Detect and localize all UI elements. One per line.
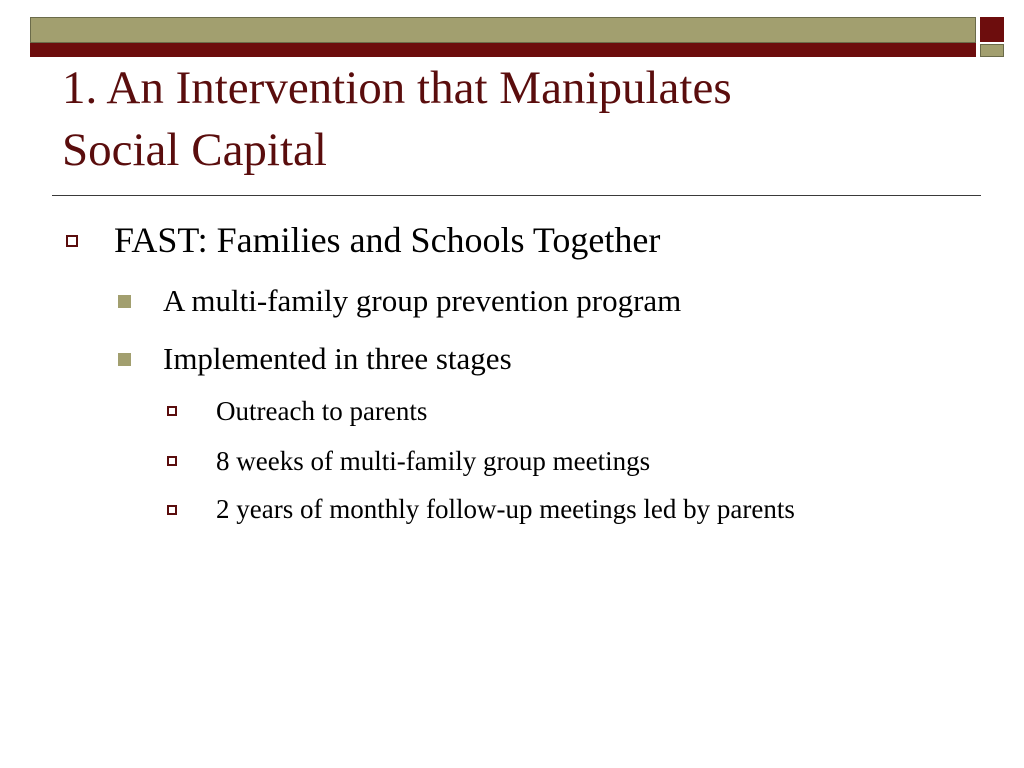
header-maroon-bar [30,43,976,57]
hollow-square-bullet-icon [167,456,177,466]
filled-square-bullet-icon [118,353,131,366]
hollow-square-bullet-icon [167,505,177,515]
bullet-level2-program: A multi-family group prevention program [163,283,682,318]
slide-title-line-1: 1. An Intervention that Manipulates [62,62,732,114]
slide-title [62,57,962,181]
bullet-level1-fast: FAST: Families and Schools Together [114,220,661,260]
title-divider [52,195,981,196]
bullet-level3-weeks: 8 weeks of multi-family group meetings [216,446,651,476]
hollow-square-bullet-icon [66,235,78,247]
header-maroon-square [980,17,1004,42]
slide-title-line-2: Social Capital [62,124,327,176]
bullet-level3-outreach: Outreach to parents [216,396,428,426]
filled-square-bullet-icon [118,295,131,308]
header-olive-square [980,44,1004,57]
header-olive-bar [30,17,976,43]
hollow-square-bullet-icon [167,406,177,416]
bullet-level3-years: 2 years of monthly follow-up meetings led by parents [216,494,795,524]
bullet-level2-stages: Implemented in three stages [163,341,512,376]
